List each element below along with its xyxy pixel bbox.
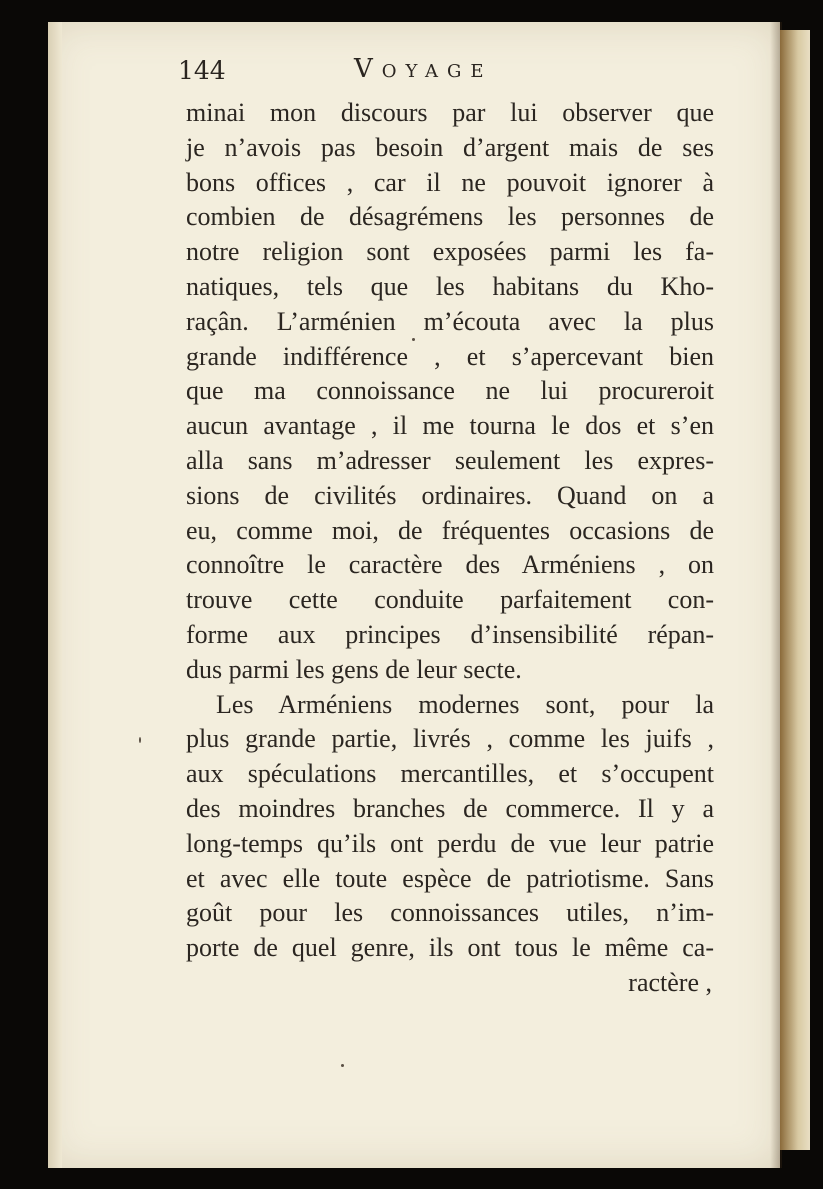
text-line: natiques, tels que les habitans du Kho- — [186, 271, 714, 301]
text-line: des moindres branches de commerce. Il y a — [186, 793, 714, 823]
facing-page-edge — [780, 30, 810, 1150]
text-line: porte de quel genre, ils ont tous le même ca- — [186, 933, 714, 963]
text-line: notre religion sont exposées parmi les fa- — [186, 237, 714, 267]
catchword-line: ractère , — [628, 967, 712, 997]
text-line: grande indifférence , et s’apercevant bien — [186, 341, 714, 371]
text-line: plus grande partie, livrés , comme les juifs , — [186, 724, 714, 754]
ink-speck — [341, 1064, 344, 1067]
text-line: aux spéculations mercantilles, et s’occupent — [186, 759, 714, 789]
text-line: trouve cette conduite parfaitement con- — [186, 585, 714, 615]
text-line: bons offices , car il ne pouvoit ignorer à — [186, 167, 714, 197]
running-head — [178, 56, 738, 92]
text-line: Les Arméniens modernes sont, pour la — [216, 689, 714, 719]
body-text — [186, 96, 714, 1001]
text-line: forme aux principes d’insensibilité répan- — [186, 619, 714, 649]
text-line: minai mon discours par lui observer que — [186, 98, 714, 127]
text-line: aucun avantage , il me tourna le dos et s’en — [186, 411, 714, 441]
text-line: dus parmi les gens de leur secte. — [186, 654, 522, 684]
text-line: long-temps qu’ils ont perdu de vue leur patrie — [186, 828, 714, 858]
text-line: je n’avois pas besoin d’argent mais de ses — [186, 132, 714, 162]
text-line: que ma connoissance ne lui procureroit — [186, 376, 714, 406]
text-line: combien de désagrémens les personnes de — [186, 202, 714, 232]
page-number: 144 — [178, 56, 226, 85]
ink-speck — [412, 338, 415, 341]
text-line: eu, comme moi, de fréquentes occasions de — [186, 515, 714, 545]
text-line: alla sans m’adresser seulement les expres- — [186, 445, 714, 475]
running-title: Voyage — [354, 54, 493, 84]
text-line: connoître le caractère des Arméniens , on — [186, 550, 714, 580]
ink-speck — [139, 737, 141, 743]
text-line: raçân. L’arménien m’écouta avec la plus — [186, 306, 714, 336]
text-line: goût pour les connoissances utiles, n’im- — [186, 898, 714, 928]
page-edge — [48, 22, 62, 1168]
text-line: sions de civilités ordinaires. Quand on a — [186, 480, 714, 510]
text-line: et avec elle toute espèce de patriotisme. Sans — [186, 863, 714, 893]
